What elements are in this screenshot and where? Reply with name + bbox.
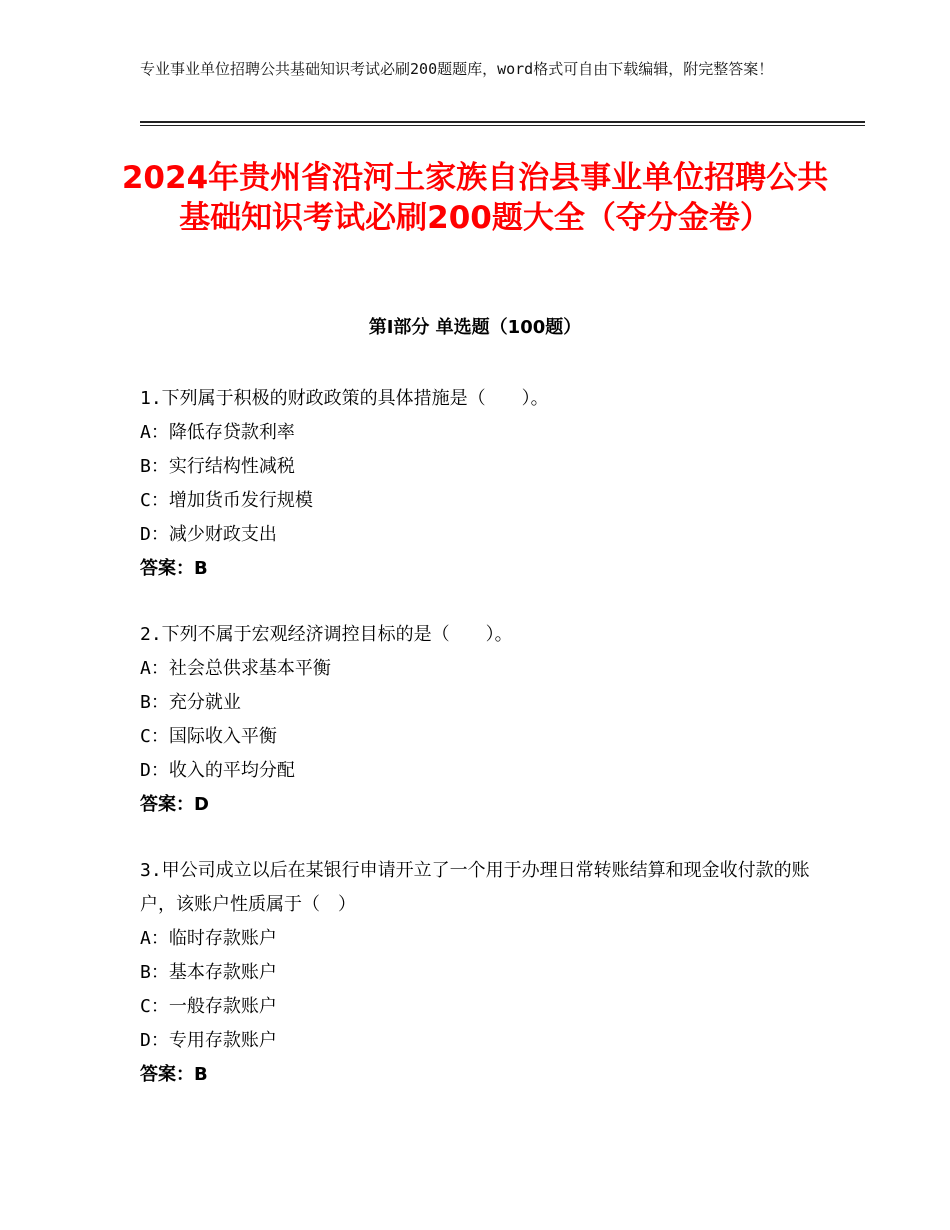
option-d: D：收入的平均分配 <box>140 760 295 781</box>
header-divider-thin <box>140 125 865 126</box>
option-a: A：临时存款账户 <box>140 928 277 949</box>
option-b: B：实行结构性减税 <box>140 456 295 477</box>
document-title: 2024年贵州省沿河土家族自治县事业单位招聘公共基础知识考试必刷200题大全（夺分金卷） <box>121 160 829 236</box>
option-a: A：降低存贷款利率 <box>140 422 295 443</box>
option-b: B：基本存款账户 <box>140 962 277 983</box>
question-list <box>140 382 840 1124</box>
option-c: C：一般存款账户 <box>140 996 277 1017</box>
option-a: A：社会总供求基本平衡 <box>140 658 331 679</box>
question-stem: 1.下列属于积极的财政政策的具体措施是（ ）。 <box>140 388 549 409</box>
answer: 答案：B <box>140 1064 208 1085</box>
option-c: C：国际收入平衡 <box>140 726 277 747</box>
option-c: C：增加货币发行规模 <box>140 490 313 511</box>
header-note: 专业事业单位招聘公共基础知识考试必刷200题题库，word格式可自由下载编辑，附完整答案！ <box>140 60 774 78</box>
header-divider-thick <box>140 121 865 123</box>
option-b: B：充分就业 <box>140 692 241 713</box>
question-stem: 3.甲公司成立以后在某银行申请开立了一个用于办理日常转账结算和现金收付款的账户，该账户性质属于（ ） <box>140 860 810 915</box>
question-stem: 2.下列不属于宏观经济调控目标的是（ ）。 <box>140 624 513 645</box>
question-2 <box>140 618 840 822</box>
question-1 <box>140 382 840 586</box>
answer: 答案：D <box>140 794 209 815</box>
answer: 答案：B <box>140 558 208 579</box>
section-title: 第Ⅰ部分 单选题（100题） <box>368 317 582 338</box>
question-3 <box>140 854 840 1092</box>
option-d: D：减少财政支出 <box>140 524 277 545</box>
option-d: D：专用存款账户 <box>140 1030 277 1051</box>
